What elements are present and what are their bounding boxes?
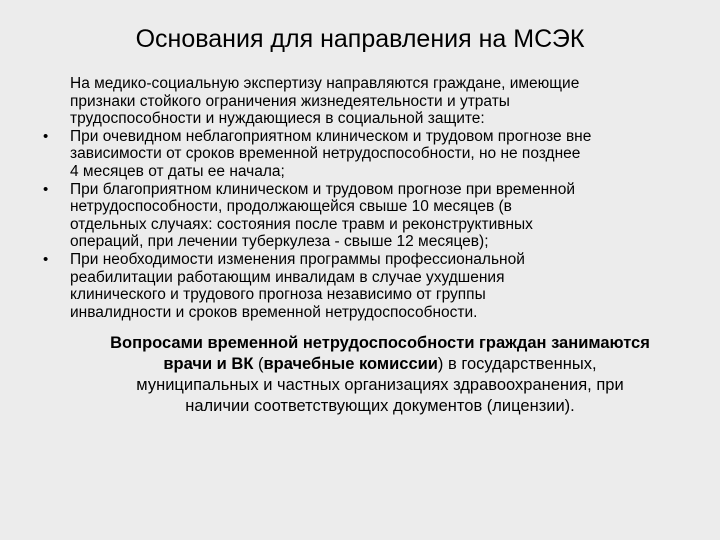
bullet-item — [43, 180, 690, 251]
conclusion-line — [60, 354, 700, 375]
bullet-line: 4 месяцев от даты ее начала; — [70, 162, 285, 180]
conclusion-bold-text: Вопросами временной нетрудоспособности граждан занимаются — [110, 334, 650, 352]
bullet-line: При благоприятном клиническом и трудовом прогнозе при временной — [70, 180, 576, 198]
bullet-list — [43, 127, 690, 322]
bullet-line: клинического и трудового прогноза независимо от группы — [70, 286, 486, 304]
bullet-item — [43, 127, 690, 181]
conclusion-text: ( — [253, 355, 264, 373]
bullet-icon: • — [43, 180, 49, 198]
conclusion-paragraph — [60, 333, 700, 417]
conclusion-bold-text: врачи и ВК — [163, 355, 254, 373]
conclusion-text: ) в государственных, — [437, 355, 597, 373]
slide-title: Основания для направления на МСЭК — [135, 25, 585, 53]
bullet-item — [43, 250, 690, 321]
bullet-line: При очевидном неблагоприятном клиническом и трудовом прогнозе вне — [70, 127, 592, 145]
bullet-icon: • — [43, 127, 49, 145]
conclusion-line — [60, 333, 700, 354]
conclusion-line: наличии соответствующих документов (лицензии). — [185, 397, 575, 415]
intro-line: На медико-социальную экспертизу направляются граждане, имеющие — [70, 75, 580, 92]
bullet-line: зависимости от сроков временной нетрудоспособности, но не позднее — [70, 145, 581, 163]
conclusion-line: муниципальных и частных организациях здравоохранения, при — [136, 376, 624, 394]
bullet-line: При необходимости изменения программы профессиональной — [70, 250, 525, 268]
conclusion-bold-text: врачебные комиссии — [263, 355, 438, 373]
intro-paragraph — [70, 75, 690, 128]
intro-line: трудоспособности и нуждающиеся в социальной защите: — [70, 110, 485, 128]
bullet-line: инвалидности и сроков временной нетрудоспособности. — [70, 303, 478, 321]
bullet-line: реабилитации работающим инвалидам в случае ухудшения — [70, 268, 505, 286]
bullet-line: отдельных случаях: состояния после травм и реконструктивных — [70, 215, 533, 233]
slide-body — [43, 75, 690, 321]
bullet-line: нетрудоспособности, продолжающейся свыше 10 месяцев (в — [70, 198, 512, 216]
bullet-icon: • — [43, 250, 49, 268]
intro-line: признаки стойкого ограничения жизнедеятельности и утраты — [70, 92, 510, 110]
bullet-line: операций, при лечении туберкулеза - свыше 12 месяцев); — [70, 233, 489, 251]
